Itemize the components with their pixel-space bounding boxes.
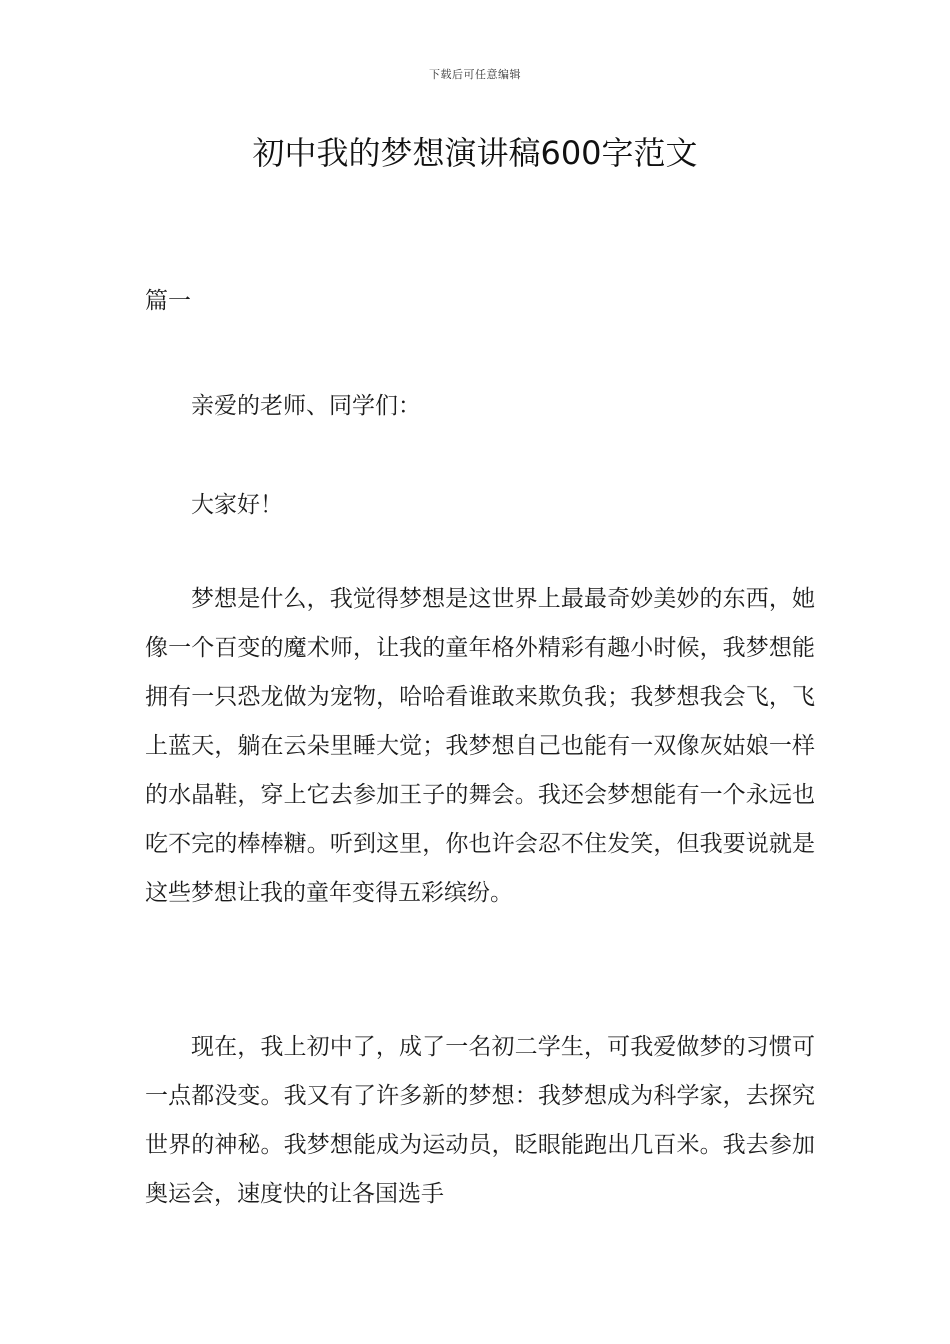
paragraph-block-1 bbox=[145, 575, 815, 918]
salutation: 亲爱的老师、同学们： bbox=[191, 393, 421, 419]
header-note: 下载后可任意编辑 bbox=[429, 68, 521, 81]
section-label: 篇一 bbox=[145, 288, 191, 314]
greeting: 大家好！ bbox=[191, 492, 283, 518]
paragraph-block-2 bbox=[145, 1023, 815, 1219]
body-paragraph: 现在，我上初中了，成了一名初二学生，可我爱做梦的习惯可一点都没变。我又有了许多新的梦想：我梦想成为科学家，去探究世界的神秘。我梦想能成为运动员，眨眼能跑出几百米。我去参加奥运会，速度快的让各国选手 bbox=[145, 1034, 815, 1207]
greeting-block bbox=[145, 481, 815, 530]
document-title: 初中我的梦想演讲稿600字范文 bbox=[252, 134, 698, 172]
body-paragraph: 梦想是什么，我觉得梦想是这世界上最最奇妙美妙的东西，她像一个百变的魔术师，让我的童年格外精彩有趣小时候，我梦想能拥有一只恐龙做为宠物，哈哈看谁敢来欺负我；我梦想我会飞，飞上蓝天，躺在云朵里睡大觉；我梦想自己也能有一双像灰姑娘一样的水晶鞋，穿上它去参加王子的舞会。我还会梦想能有一个永远也吃不完的棒棒糖。听到这里，你也许会忍不住发笑，但我要说就是这些梦想让我的童年变得五彩缤纷。 bbox=[145, 586, 815, 906]
salutation-block bbox=[145, 382, 815, 431]
